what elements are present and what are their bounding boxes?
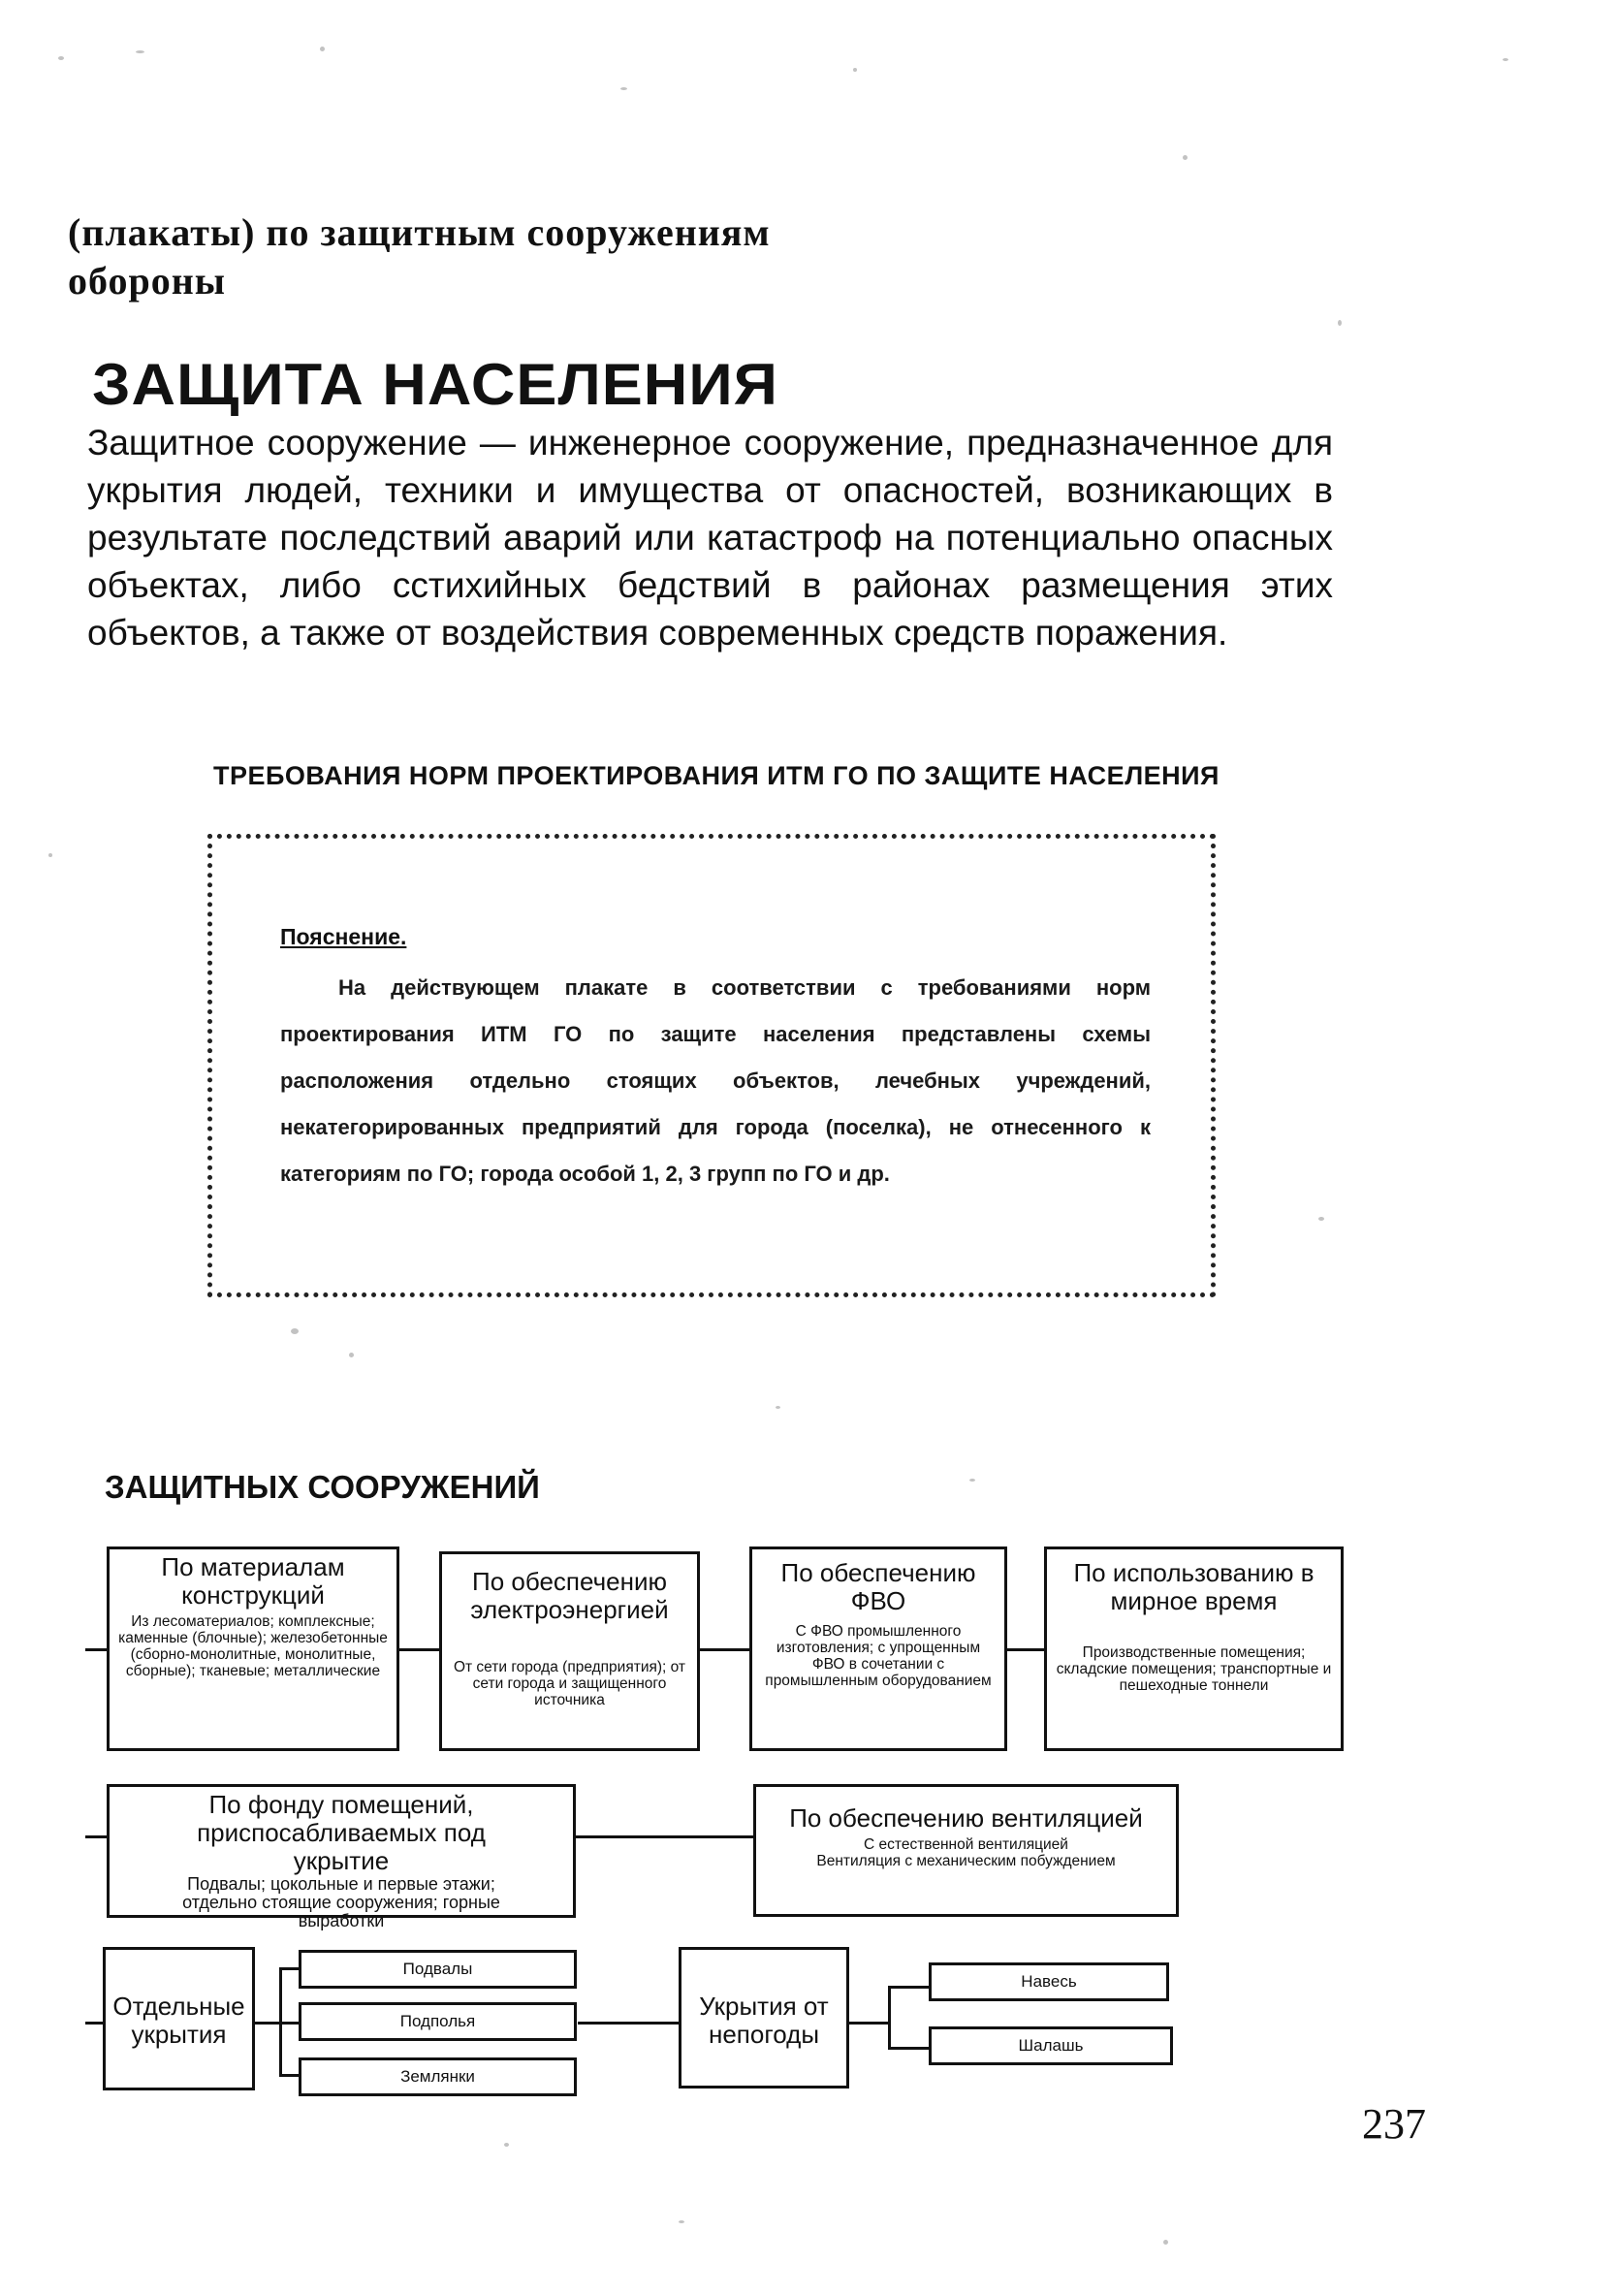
connector [85, 1648, 107, 1651]
heading-line-2: обороны [68, 259, 226, 303]
connector [1007, 1648, 1044, 1651]
shelter-item-dugouts [299, 2057, 577, 2096]
separate-shelters-box [103, 1947, 255, 2090]
weather-item-label: Шалашь [1018, 2036, 1084, 2055]
materials-box [107, 1547, 399, 1751]
weather-shelters-title: Укрытия от непогоды [699, 1992, 829, 2049]
power-box [439, 1551, 700, 1751]
connector [85, 2022, 103, 2025]
fvo-details: С ФВО промышленного изготовления; с упрощенным ФВО в сочетании с промышленным оборудованием [765, 1623, 992, 1689]
connector [849, 2022, 888, 2025]
connector [85, 1835, 107, 1838]
materials-details: Из лесоматериалов; комплексные; каменные (блочные); железобетонные (сборно-монолитные, монолитные, сборные); тканевые; металлические [118, 1613, 388, 1679]
rooms-details: Подвалы; цокольные и первые этажи; отдельно стоящие сооружения; горные выработки [182, 1874, 500, 1930]
weather-item-hut [929, 2026, 1173, 2065]
connector [398, 1648, 439, 1651]
weather-item-label: Навесь [1021, 1972, 1077, 1991]
connector [279, 2074, 299, 2077]
ventilation-title: По обеспечению вентиляцией [789, 1803, 1143, 1833]
ventilation-details-1: С естественной вентиляцией [864, 1836, 1068, 1853]
note-title: Пояснение. [280, 924, 407, 949]
weather-shelters-box [679, 1947, 849, 2089]
page-title: ЗАЩИТА НАСЕЛЕНИЯ [92, 352, 778, 417]
shelter-item-cellars [299, 2002, 577, 2041]
fvo-box [749, 1547, 1007, 1751]
document-heading [68, 208, 1037, 305]
connector [255, 2022, 279, 2025]
shelter-item-label: Подвалы [402, 1960, 473, 1978]
rooms-title: По фонду помещений, приспосабливаемых под укрытие [197, 1790, 486, 1875]
page-number: 237 [1362, 2100, 1426, 2148]
requirements-heading: ТРЕБОВАНИЯ НОРМ ПРОЕКТИРОВАНИЯ ИТМ ГО ПО ЗАЩИТЕ НАСЕЛЕНИЯ [213, 761, 1220, 790]
note-text: На действующем плакате в соответствии с требованиями норм проектирования ИТМ ГО по защите населения представлены схемы расположения отдельно стоящих объектов, лечебных учреждений, некатегорированных предприятий для города (поселка), не отнесенного к категориям по ГО; города особой 1, 2, 3 групп по ГО и др. [280, 975, 1151, 1186]
definition-paragraph: Защитное сооружение — инженерное сооружение, предназначенное для укрытия людей, техники и имущества от опасностей, возникающих в результате последствий аварий или катастроф на потенциально опасных объектах, либо сстихийных бедствий в районах размещения этих объектов, а также от воздействия современных средств поражения. [87, 423, 1333, 653]
power-details: От сети города (предприятия); от сети города и защищенного источника [453, 1659, 686, 1708]
connector [279, 1967, 299, 1970]
separate-shelters-title: Отдельные укрытия [112, 1992, 245, 2049]
rooms-box [107, 1784, 576, 1930]
connector [576, 1835, 753, 1838]
connector [578, 2022, 679, 2025]
note-box [207, 834, 1216, 1297]
peacetime-box [1044, 1547, 1344, 1751]
heading-line-1: (плакаты) по защитным сооружениям [68, 210, 771, 254]
connector [888, 1986, 929, 1989]
peacetime-details: Производственные помещения; складские помещения; транспортные и пешеходные тоннели [1056, 1644, 1332, 1694]
ventilation-box [753, 1784, 1179, 1917]
connector [888, 2047, 929, 2050]
connector [279, 2022, 299, 2025]
shelter-item-label: Землянки [400, 2067, 475, 2086]
shelter-item-basements [299, 1950, 577, 1989]
connector [888, 1986, 891, 2050]
power-title: По обеспечению электроэнергией [470, 1567, 669, 1624]
materials-title: По материалам конструкций [161, 1552, 345, 1610]
ventilation-details-2: Вентиляция с механическим побуждением [816, 1853, 1116, 1869]
shelter-item-label: Подполья [399, 2012, 476, 2030]
fvo-title: По обеспечению ФВО [780, 1558, 976, 1615]
connector [699, 1648, 749, 1651]
weather-item-canopy [929, 1962, 1169, 2001]
peacetime-title: По использованию в мирное время [1073, 1558, 1315, 1615]
section-title: ЗАЩИТНЫХ СООРУЖЕНИЙ [105, 1469, 540, 1505]
